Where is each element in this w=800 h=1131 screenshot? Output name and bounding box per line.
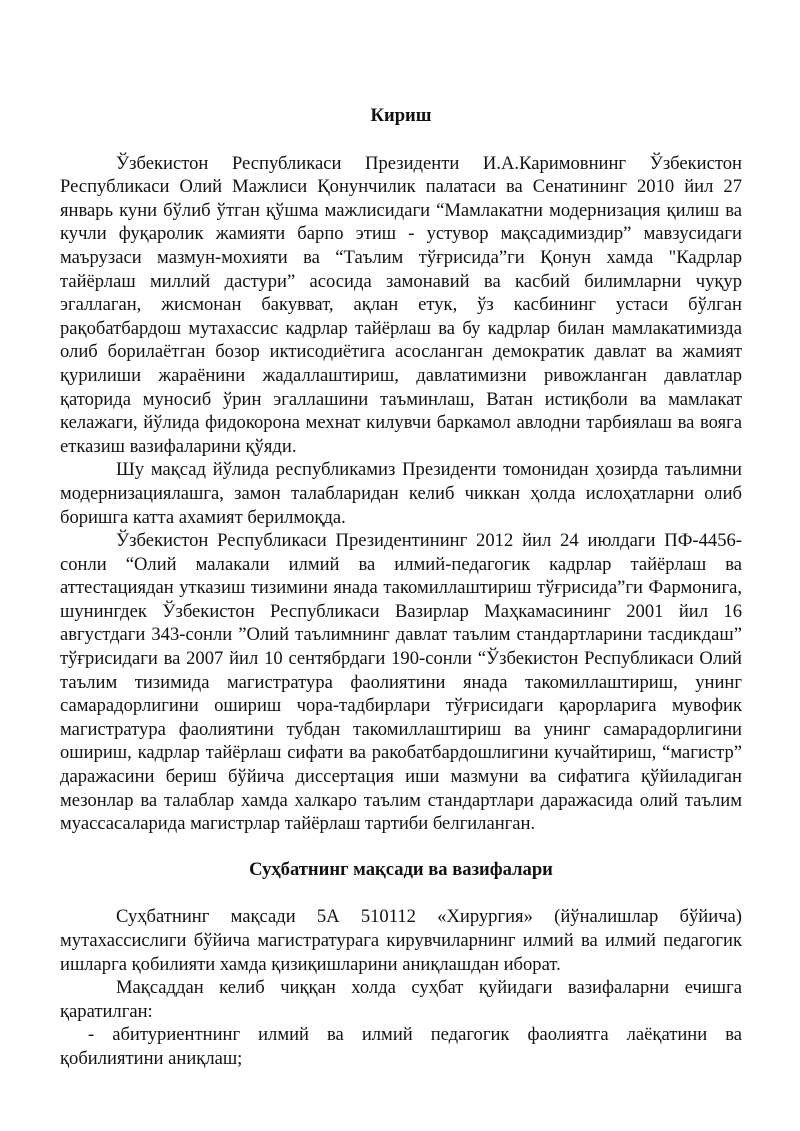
intro-paragraph-3: Ўзбекистон Республикаси Президентининг 2012 йил 24 июлдаги ПФ-4456-сонли “Олий малакали илмий ва илмий-педагогик кадрлар тайёрлаш ва аттестациядан утказиш тизимини янада такомиллаштириш тўғрисида”ги Фармонига, шунингдек Ўзбекистон Республикаси Вазирлар Маҳкамасининг 2001 йил 16 августдаги 343-сонли ”Олий таълимнинг давлат таълим стандартларини тасдикдаш” тўғрисидаги ва 2007 йил 10 сентябрдаги 190-сонли “Ўзбекистон Республикаси Олий таълим тизимида магистратура фаолиятини янада такомиллаштириш, унинг самарадорлигини ошириш чора-тадбирлари тўғрисидаги қарорларига мувофик магистратура фаолиятини тубдан такомиллаштириш ва унинг самарадорлигини ошириш, кадрлар тайёрлаш сифати ва ракобатбардошлигини кучайтириш, “магистр” даражасини бериш бўйича диссертация иши мазмуни ва сифатига қўйиладиган мезонлар ва талаблар хамда халкаро таълим стандартлари даражасида олий таълим муассасаларида магистрлар тайёрлаш тартиби белгиланган. (60, 530, 742, 835)
section-paragraph-1: Суҳбатнинг мақсади 5А 510112 «Хирургия» (йўналишлар бўйича) мутахассислиги бўйича магистратурага кирувчиларнинг илмий ва илмий педагогик ишларга қобилияти хамда қизиқишларини аниқлашдан иборат. (60, 906, 742, 975)
section-paragraph-2: Мақсаддан келиб чиққан холда суҳбат қуйидаги вазифаларни ечишга қаратилган: (60, 977, 742, 1022)
intro-paragraph-2: Шу мақсад йўлида республикамиз Президенти томонидан ҳозирда таълимни модернизациялашга, замон талабларидан келиб чиккан ҳолда ислоҳатларни олиб боришга катта ахамият берилмоқда. (60, 459, 742, 528)
document-title: Кириш (370, 105, 432, 126)
section-title: Суҳбатнинг мақсади ва вазифалари (249, 858, 553, 880)
intro-paragraph-1: Ўзбекистон Республикаси Президенти И.А.Каримовнинг Ўзбекистон Республикаси Олий Мажлиси Қонунчилик палатаси ва Сенатининг 2010 йил 27 январь куни бўлиб ўтган қўшма мажлисидаги “Мамлакатни модернизация қилиш ва кучли фуқаролик жамияти барпо этиш - устувор мақсадимиздир” мавзусидаги маърузаси мазмун-мохияти ва “Таълим тўғрисида”ги Қонун хамда "Кадрлар тайёрлаш миллий дастури” асосида замонавий ва касбий билимларни чуқур эгаллаган, жисмонан бакувват, ақлан етук, ўз касбининг устаси бўлган рақобатбардош мутахассис кадрлар тайёрлаш ва бу кадрлар билан мамлакатимизда олиб борилаётган бозор иктисодиётига асосланган демократик давлат ва жамият қурилиши жараёнини жадаллаштириш, давлатимизни ривожланган давлатлар қаторида муносиб ўрин эгаллашини таъминлаш, Ватан истиқболи ва мамлакат келажаги, йўлида фидокорона мехнат килувчи баркамол авлодни тарбиялаш ва вояга етказиш вазифаларини қўяди. (60, 152, 742, 457)
bullet-item-1: - абитуриентнинг илмий ва илмий педагогик фаолиятга лаёқатини ва қобилиятини аниқлаш; (60, 1024, 742, 1069)
